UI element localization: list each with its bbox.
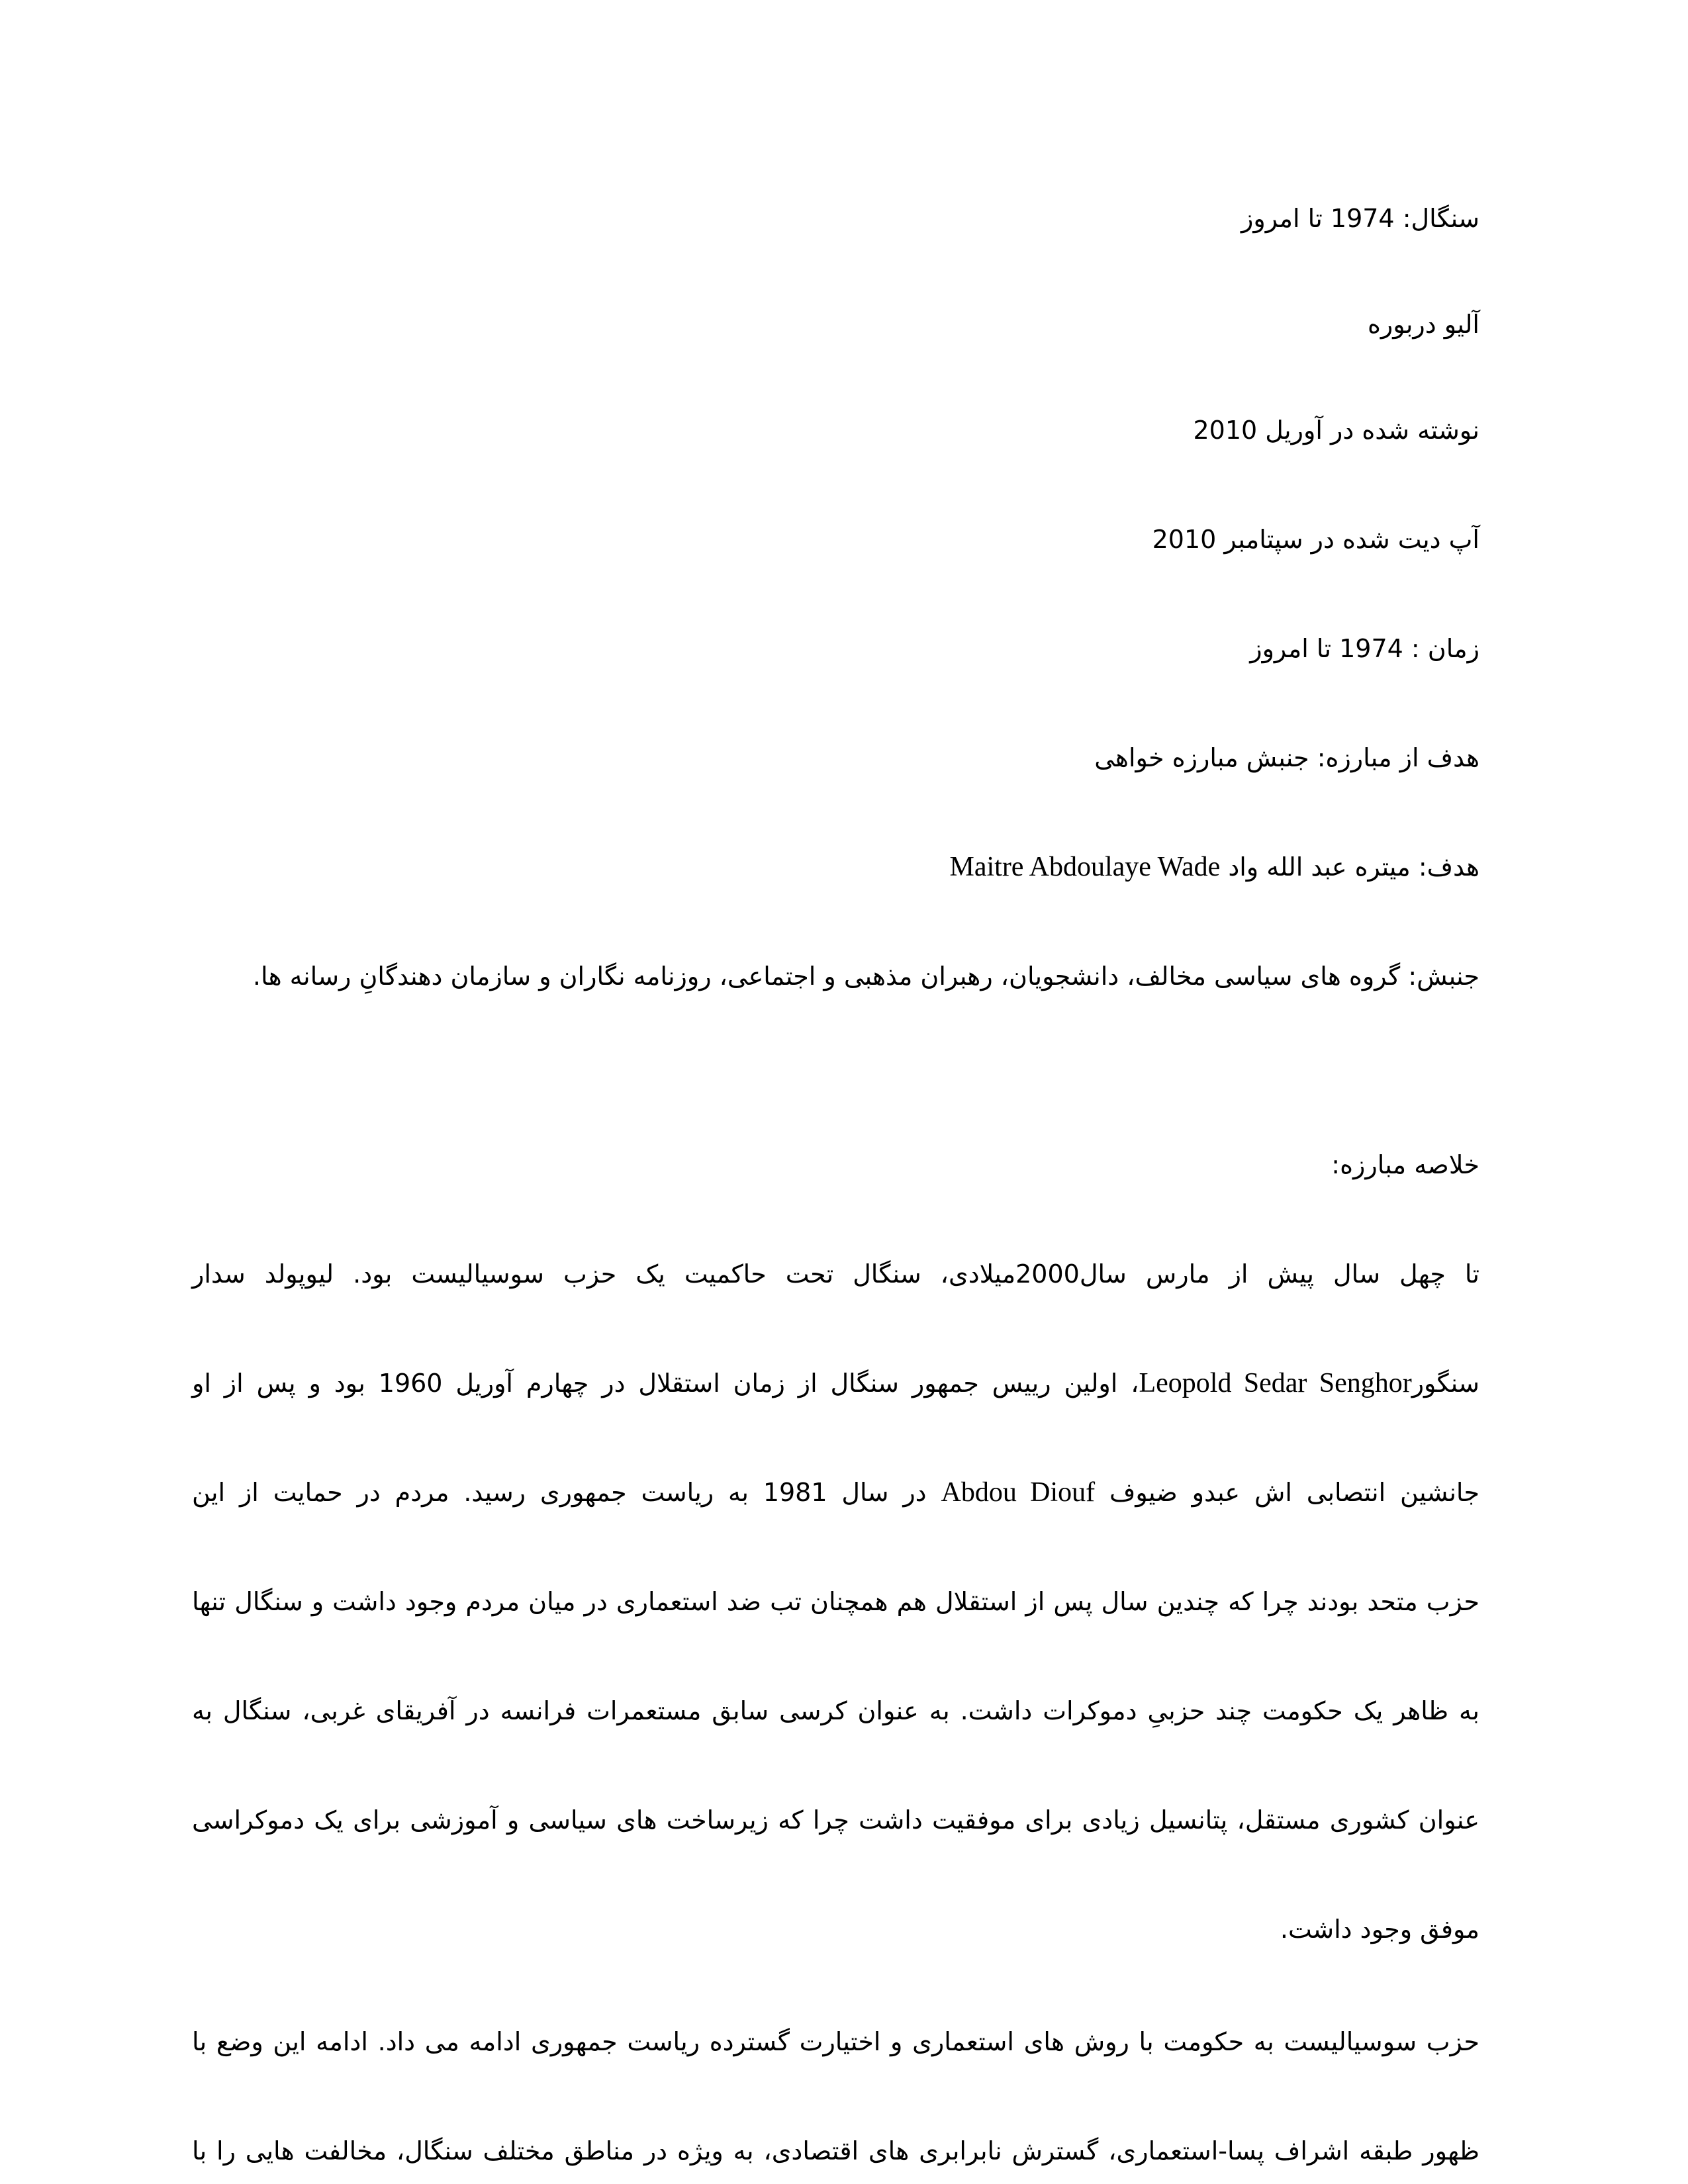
diouf-latin: Abdou Diouf xyxy=(941,1477,1096,1508)
movement-line: جنبش: گروه های سیاسی مخالف، دانشجویان، رهبران مذهبی و اجتماعی، روزنامه نگاران و سازمان دهندگانِ رسانه ها. xyxy=(252,962,1479,991)
time-line: زمان : 1974 تا امروز xyxy=(1250,634,1479,663)
target-prefix: هدف: میتره عبد الله واد xyxy=(1228,852,1479,882)
target-latin-name: Maitre Abdoulaye Wade xyxy=(949,852,1221,882)
summary-heading: خلاصه مبارزه: xyxy=(1331,1150,1479,1179)
summary-p2-line-1: حزب سوسیالیست به حکومت با روش های استعماری و اختیارت گسترده ریاست جمهوری ادامه می داد. ادامه این وضع با xyxy=(192,2027,1479,2056)
summary-p1-line-2-rest: ، اولین رییس جمهور سنگال از زمان استقلال در چهارم آوریل 1960 بود و پس از او xyxy=(192,1369,1139,1398)
summary-p1-line-3 xyxy=(192,1473,1479,1512)
summary-p1-line-1: تا چهل سال پیش از مارس سال2000میلادی، سنگال تحت حاکمیت یک حزب سوسیالیست بود. لیوپولد سدار xyxy=(192,1259,1479,1289)
author-line: آلیو دربوره xyxy=(1367,310,1479,339)
diouf-persian: جانشین انتصابی اش عبدو ضیوف xyxy=(1109,1478,1479,1507)
summary-p1-line-7: موفق وجود داشت. xyxy=(1280,1915,1479,1944)
summary-p1-line-3-rest: در سال 1981 به ریاست جمهوری رسید. مردم در حمایت از این xyxy=(192,1478,927,1507)
goal-line: هدف از مبارزه: جنبش مبارزه خواهی xyxy=(1094,743,1479,772)
summary-p1-line-4: حزب متحد بودند چرا که چندین سال پس از استقلال هم همچنان تب ضد استعماری در میان مردم وجود داشت و سنگال تنها xyxy=(192,1587,1479,1616)
summary-p1-line-2 xyxy=(192,1363,1479,1403)
summary-p1-line-5: به ظاهر یک حکومت چند حزبیِ دموکرات داشت. به عنوان کرسی سابق مستعمرات فرانسه در آفریقای غربی، سنگال به xyxy=(192,1696,1479,1725)
written-date-line: نوشته شده در آوریل 2010 xyxy=(1193,416,1479,445)
summary-p2-line-2: ظهور طبقه اشراف پسا-استعماری، گسترش نابرابری های اقتصادی، به ویژه در مناطق مختلف سنگال، مخالفت هایی را با xyxy=(192,2136,1479,2165)
summary-p1-line-6: عنوان کشوری مستقل، پتانسیل زیادی برای موفقیت داشت چرا که زیرساخت های سیاسی و آموزشی برای یک دموکراسی xyxy=(192,1805,1479,1835)
target-line xyxy=(950,847,1480,887)
document-title: سنگال: 1974 تا امروز xyxy=(1241,204,1479,233)
senghor-persian: سنگور xyxy=(1411,1369,1479,1398)
updated-date-line: آپ دیت شده در سپتامبر 2010 xyxy=(1152,525,1479,554)
senghor-latin: Leopold Sedar Senghor xyxy=(1139,1368,1412,1398)
